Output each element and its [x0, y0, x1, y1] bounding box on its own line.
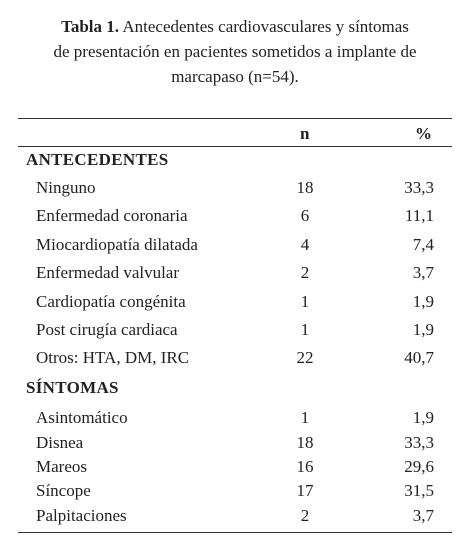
row-percent: 11,1	[404, 206, 434, 225]
row-label: Ninguno	[36, 178, 96, 197]
row-label: Enfermedad coronaria	[36, 206, 188, 225]
row-percent: 1,9	[412, 320, 434, 339]
row-label: Miocardiopatía dilatada	[36, 235, 198, 254]
row-percent: 1,9	[412, 292, 434, 311]
row-percent: 7,4	[412, 235, 434, 254]
row-percent: 31,5	[404, 481, 434, 500]
row-n: 17	[296, 481, 314, 500]
row-n: 2	[300, 506, 310, 525]
caption-line3: marcapaso (n=54).	[171, 67, 299, 86]
table-row	[0, 348, 470, 370]
row-n: 1	[300, 408, 310, 427]
row-percent: 1,9	[412, 408, 434, 427]
row-label: Mareos	[36, 457, 87, 476]
section-title-sintomas: SÍNTOMAS	[26, 378, 119, 397]
row-n: 2	[300, 263, 310, 282]
row-label: Cardiopatía congénita	[36, 292, 186, 311]
row-n: 22	[296, 348, 314, 367]
row-percent: 33,3	[404, 433, 434, 452]
row-label: Asintomático	[36, 408, 128, 427]
row-label: Post cirugía cardiaca	[36, 320, 178, 339]
row-percent: 3,7	[412, 506, 434, 525]
column-header-percent: %	[415, 124, 432, 143]
table-caption	[14, 14, 456, 89]
table-row	[0, 433, 470, 455]
row-label: Enfermedad valvular	[36, 263, 180, 282]
table-row	[0, 408, 470, 430]
row-label: Otros: HTA, DM, IRC	[36, 348, 190, 367]
row-n: 18	[296, 178, 314, 197]
row-n: 1	[300, 320, 310, 339]
table-row	[0, 481, 470, 503]
row-label: Síncope	[36, 481, 91, 500]
row-n: 18	[296, 433, 314, 452]
section-title-antecedentes: ANTECEDENTES	[26, 150, 169, 169]
table-row	[0, 292, 470, 314]
row-n: 16	[296, 457, 314, 476]
caption-line2: de presentación en pacientes sometidos a implante de	[53, 42, 417, 61]
row-n: 6	[300, 206, 310, 225]
table-row	[0, 206, 470, 228]
table-header-rule	[18, 146, 452, 147]
table-top-rule	[18, 118, 452, 119]
row-percent: 33,3	[404, 178, 434, 197]
row-n: 1	[300, 292, 310, 311]
table-row	[0, 506, 470, 528]
table-row	[0, 235, 470, 257]
table-row	[0, 263, 470, 285]
row-label: Disnea	[36, 433, 84, 452]
table-row	[0, 178, 470, 200]
table-row	[0, 320, 470, 342]
column-header-n: n	[300, 124, 310, 143]
table-bottom-rule	[18, 532, 452, 533]
row-label: Palpitaciones	[36, 506, 127, 525]
caption-lead: Tabla 1.	[61, 17, 120, 36]
row-percent: 40,7	[404, 348, 434, 367]
caption-line1: Antecedentes cardiovasculares y síntomas	[119, 17, 409, 36]
row-percent: 3,7	[412, 263, 434, 282]
table-row	[0, 457, 470, 479]
row-n: 4	[300, 235, 310, 254]
row-percent: 29,6	[404, 457, 434, 476]
